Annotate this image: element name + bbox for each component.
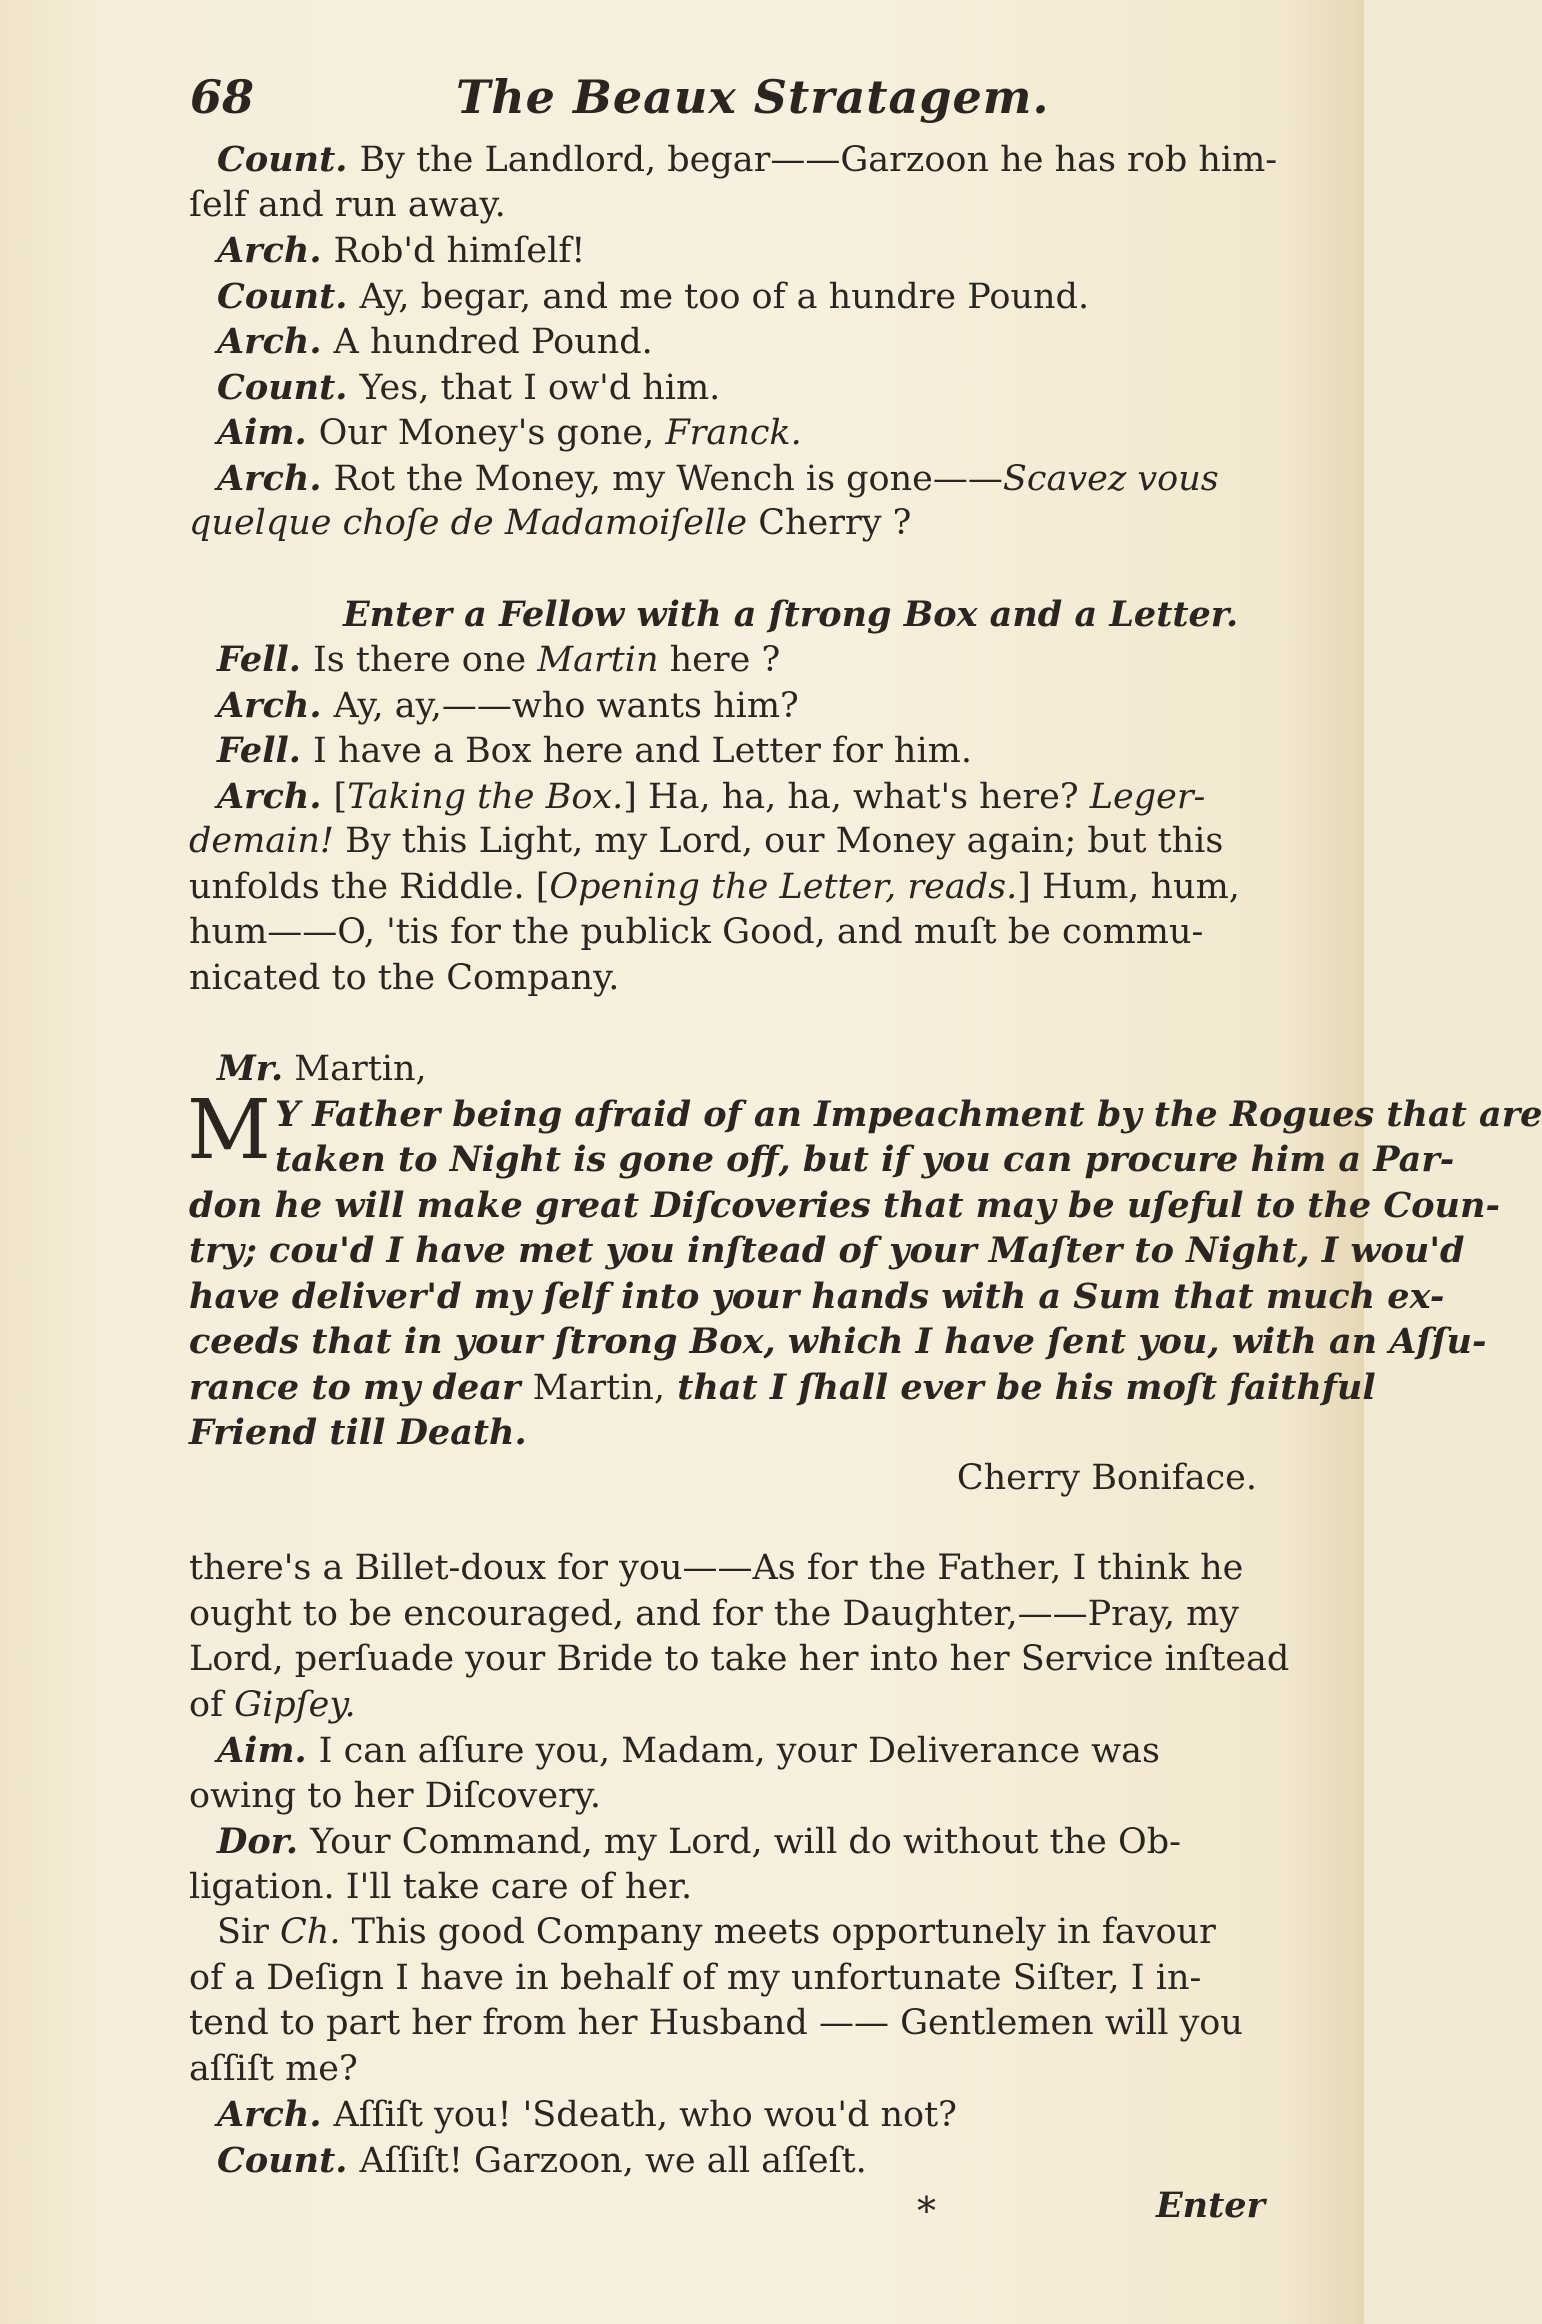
speaker-name: Arch. <box>217 457 322 499</box>
line-text: ought to be encouraged, and for the Daughter,——Pray, my <box>189 1593 1240 1634</box>
line-text: I can aſſure you, Madam, your Deliverance was <box>318 1731 1160 1771</box>
line-text: owing to her Diſcovery. <box>189 1775 602 1816</box>
text-line <box>217 410 1257 456</box>
text-line <box>189 1546 1257 1592</box>
line-text: Leger- <box>1089 776 1206 817</box>
text-line <box>189 1956 1257 2002</box>
letter-first-line: M Y Father being afraid of an Impeachment by the Rogues that are <box>187 1082 1542 1178</box>
page-text <box>187 137 1542 2233</box>
speaker-name: Arch. <box>217 775 322 817</box>
line-text: Aſſiſt! Garzoon, we all aſſeſt. <box>359 2140 867 2181</box>
line-text: By the Landlord, begar——Garzoon he has rob him- <box>359 140 1278 180</box>
speaker-name: Count. <box>217 2139 348 2181</box>
line-text: Opening the Letter, reads. <box>549 866 1018 907</box>
text-line <box>217 274 1257 320</box>
text-line <box>217 137 1278 183</box>
letter-signature: Cherry Boniface. <box>956 1457 1257 1498</box>
line-text: I have a Box here and Letter for him. <box>312 731 972 771</box>
speaker-name: Count. <box>217 139 348 180</box>
line-text: unfolds the Riddle. [ <box>189 866 550 907</box>
line-text: A hundred Pound. <box>333 322 653 362</box>
text-line <box>217 228 1257 274</box>
line-text: Is there one <box>312 640 538 680</box>
text-line <box>189 1774 1257 1820</box>
line-text: nicated to the Company. <box>189 957 620 998</box>
signature-mark: * <box>917 2189 936 2233</box>
line-text: Rot the Money, my Wench is gone—— <box>333 458 1003 499</box>
letter-salutation: Mr. Martin, <box>217 1048 427 1089</box>
line-text: Rob'd himſelf! <box>333 231 586 271</box>
stage-direction: Enter a Fellow with a ſtrong Box and a Letter. <box>343 593 1239 635</box>
speaker-name: Dor. <box>217 1821 299 1862</box>
text-line <box>217 2092 1257 2138</box>
line-text: ligation. I'll take care of her. <box>189 1866 693 1907</box>
letter-line: rance to my dear Martin, that I ſhall ever be his moſt faithful <box>189 1366 1376 1408</box>
running-title: The Beaux Stratagem. <box>456 70 1050 124</box>
line-text: of <box>189 1684 235 1725</box>
dialogue-block-2 <box>189 637 1257 1001</box>
text-line <box>189 1683 1257 1729</box>
line-text: Cherry ? <box>747 503 912 543</box>
letter-line: ceeds that in your ſtrong Box, which I have ſent you, with an Aſſu- <box>189 1321 1487 1362</box>
letter <box>187 1046 1542 1501</box>
text-line <box>189 910 1257 956</box>
text-line <box>189 1865 1257 1911</box>
text-line <box>217 2138 1257 2184</box>
dialogue-block-1 <box>189 137 1278 547</box>
line-text: Franck. <box>665 413 802 453</box>
speaker-name: Fell. <box>217 639 301 680</box>
line-text: Yes, that I ow'd him. <box>359 367 721 408</box>
line-text: hum——O, 'tis for the publick Good, and muſt be commu- <box>189 912 1204 952</box>
line-text: This good Company meets opportunely in favour <box>340 1912 1216 1952</box>
speaker-name: Arch. <box>217 321 322 362</box>
text-line <box>189 956 1257 1002</box>
line-text: Ay, ay,——who wants him? <box>333 685 799 726</box>
letter-line: try; cou'd I have met you inſtead of your Maſter to Night, I wou'd <box>189 1230 1465 1271</box>
text-line <box>217 728 1257 774</box>
text-line <box>217 1819 1257 1865</box>
speaker-name: Fell. <box>217 730 301 771</box>
text-line <box>217 319 1257 365</box>
line-text: Scavez vous <box>1002 458 1219 499</box>
line-text: Sir <box>217 1912 281 1952</box>
line-text: Ch. <box>280 1912 341 1952</box>
text-line <box>217 637 1257 683</box>
line-text: By this Light, my Lord, our Money again; but this <box>333 821 1224 861</box>
line-text: of a Deſign I have in behalf of my unfortunate Siſter, I in- <box>189 1957 1202 1998</box>
dialogue-block-3 <box>189 1546 1290 2183</box>
speaker-name: Arch. <box>217 230 322 271</box>
text-line <box>189 1637 1290 1683</box>
line-text: Our Money's gone, <box>318 413 666 453</box>
line-text: Gipſey. <box>234 1684 356 1725</box>
line-text: Ay, begar, and me too of a hundre Pound. <box>359 276 1090 317</box>
letter-line: don he will make great Diſcoveries that may be uſeful to the Coun- <box>189 1184 1500 1226</box>
line-text: ] Ha, ha, ha, what's here? <box>623 776 1090 817</box>
text-line <box>217 1910 1257 1956</box>
page-number: 68 <box>190 70 255 124</box>
line-text: tend to part her from her Husband —— Gentlemen will you <box>189 2003 1243 2043</box>
line-text: demain! <box>189 821 334 861</box>
drop-cap: M <box>187 1082 271 1178</box>
letter-line: taken to Night is gone off, but if you can procure him a Par- <box>275 1139 1455 1180</box>
line-text: Your Command, my Lord, will do without the Ob- <box>310 1822 1181 1862</box>
catchword: Enter <box>1156 2185 1265 2226</box>
text-line <box>217 683 1257 729</box>
speaker-name: Count. <box>217 275 348 317</box>
running-header <box>190 70 1260 130</box>
text-line <box>217 774 1257 820</box>
text-line <box>217 1728 1257 1774</box>
text-line <box>189 819 1257 865</box>
line-text: ] Hum, hum, <box>1017 866 1240 907</box>
speaker-name: Aim. <box>217 412 307 453</box>
line-text: quelque choſe de Madamoiſelle <box>189 503 748 543</box>
text-line <box>189 2001 1257 2047</box>
line-text: Martin <box>537 640 659 680</box>
line-text: Taking the Box. <box>347 776 624 817</box>
text-line <box>217 456 1257 502</box>
line-text: here ? <box>658 640 781 680</box>
speaker-name: Arch. <box>217 684 322 726</box>
text-line <box>189 865 1257 911</box>
letter-closing: Friend till Death. <box>189 1412 527 1453</box>
line-text: aſſiſt me? <box>189 2048 358 2089</box>
line-text: ſelf and run away. <box>189 184 506 225</box>
page-footer <box>217 2183 1265 2233</box>
text-line <box>189 1592 1257 1638</box>
line-text: there's a Billet-doux for you——As for the Father, I think he <box>189 1548 1244 1588</box>
speaker-name: Aim. <box>217 1730 307 1771</box>
text-line <box>189 183 1257 229</box>
speaker-name: Arch. <box>217 2094 322 2135</box>
line-text: Aſſiſt you! 'Sdeath, who wou'd not? <box>333 2095 957 2135</box>
letter-line: have deliver'd my ſelf into your hands with a Sum that much ex- <box>189 1275 1445 1317</box>
line-text: Lord, perſuade your Bride to take her into her Service inſtead <box>189 1639 1290 1679</box>
speaker-name: Count. <box>217 366 348 408</box>
line-text: [ <box>333 776 348 817</box>
text-line <box>189 2047 1257 2093</box>
text-line <box>189 501 1257 547</box>
text-line <box>217 365 1257 411</box>
